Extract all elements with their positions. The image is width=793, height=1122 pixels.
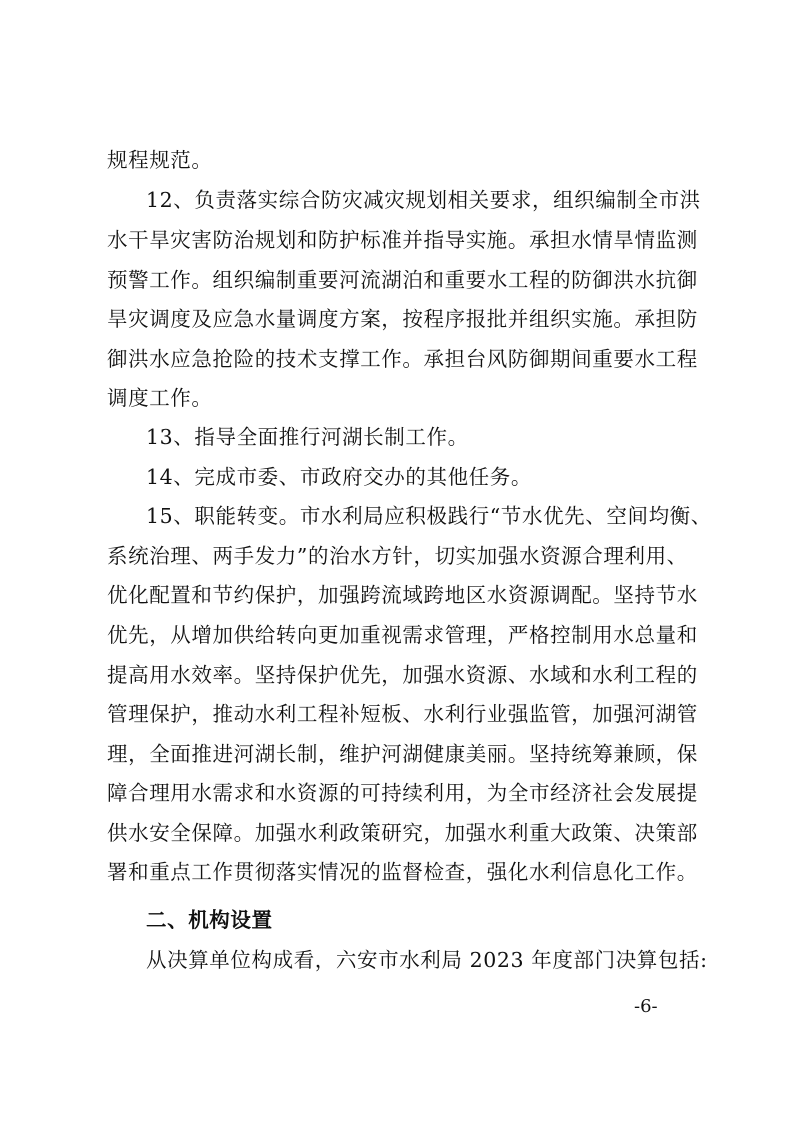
text-line: 15、职能转变。市水利局应积极践行“节水优先、空间均衡、 [146,504,712,528]
section-heading: 二、机构设置 [146,908,273,932]
text-line: 署和重点工作贯彻落实情况的监督检查，强化水利信息化工作。 [107,860,698,884]
page-number: -6- [634,996,658,1017]
text-line: 优化配置和节约保护，加强跨流域跨地区水资源调配。坚持节水 [107,583,698,607]
text-line: 调度工作。 [107,386,213,410]
text-line: 规程规范。 [107,148,213,172]
text-line: 预警工作。组织编制重要河流湖泊和重要水工程的防御洪水抗御 [107,268,698,292]
text-line: 理，全面推进河湖长制，维护河湖健康美丽。坚持统筹兼顾，保 [107,742,698,766]
text-line: 从决算单位构成看，六安市水利局 2023 年度部门决算包括: [146,948,708,972]
text-line: 水干旱灾害防治规划和防护标准并指导实施。承担水情旱情监测 [107,228,698,252]
text-line: 旱灾调度及应急水量调度方案，按程序报批并组织实施。承担防 [107,307,698,331]
text-line: 管理保护，推动水利工程补短板、水利行业强监管，加强河湖管 [107,702,698,726]
text-line: 13、指导全面推行河湖长制工作。 [146,425,469,449]
text-line: 12、负责落实综合防灾减灾规划相关要求，组织编制全市洪 [146,188,701,212]
text-line: 14、完成市委、市政府交办的其他任务。 [146,465,532,489]
text-line: 供水安全保障。加强水利政策研究，加强水利重大政策、决策部 [107,821,698,845]
text-line: 系统治理、两手发力”的治水方针，切实加强水资源合理利用、 [107,544,688,568]
text-line: 障合理用水需求和水资源的可持续利用，为全市经济社会发展提 [107,781,698,805]
text-line: 提高用水效率。坚持保护优先，加强水资源、水域和水利工程的 [107,663,698,687]
text-line: 优先，从增加供给转向更加重视需求管理，严格控制用水总量和 [107,623,698,647]
text-line: 御洪水应急抢险的技术支撑工作。承担台风防御期间重要水工程 [107,347,698,371]
